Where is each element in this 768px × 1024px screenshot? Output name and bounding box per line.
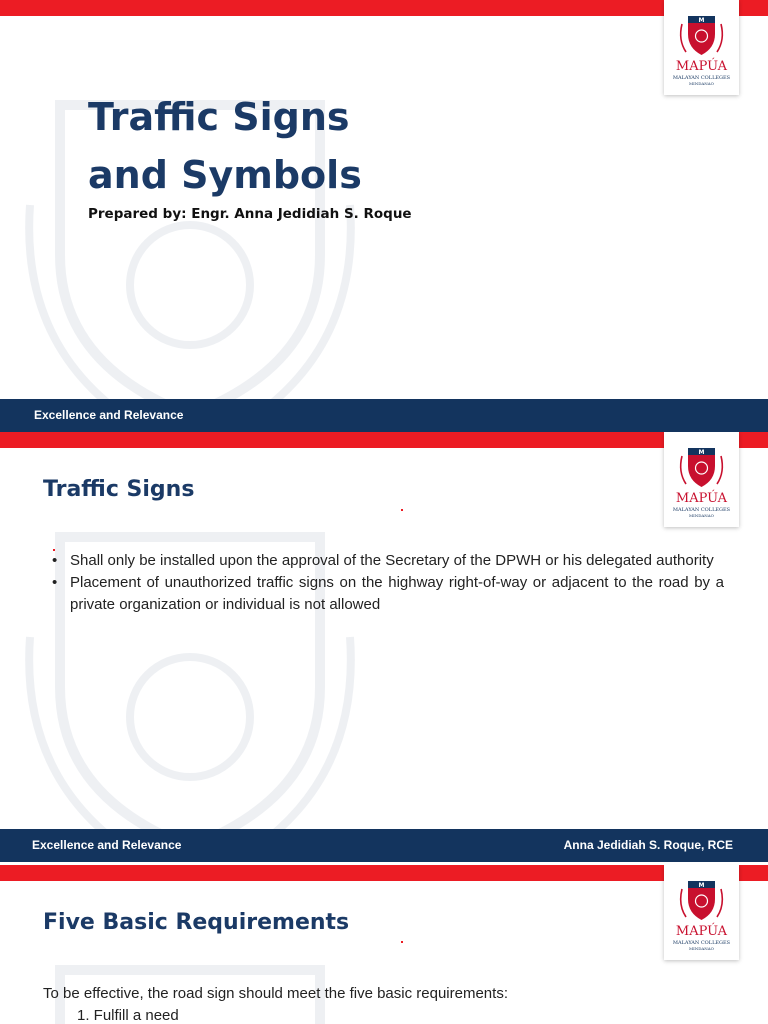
mapua-logo bbox=[664, 432, 739, 527]
section-heading: Five Basic Requirements bbox=[43, 910, 350, 935]
title-line-1: Traffic Signs bbox=[88, 95, 350, 139]
title-line-2: and Symbols bbox=[88, 153, 362, 197]
section-heading: Traffic Signs bbox=[43, 477, 195, 502]
svg-text:MAPÚA: MAPÚA bbox=[675, 491, 728, 506]
svg-text:MINDANAO: MINDANAO bbox=[689, 513, 714, 518]
svg-text:MALAYAN COLLEGES: MALAYAN COLLEGES bbox=[672, 507, 731, 513]
footer-bar bbox=[0, 829, 768, 862]
page-title bbox=[88, 88, 362, 204]
red-dot bbox=[401, 941, 403, 943]
svg-text:MINDANAO: MINDANAO bbox=[689, 81, 714, 86]
footer-motto: Excellence and Relevance bbox=[32, 838, 182, 852]
footer-author: Anna Jedidiah S. Roque, RCE bbox=[563, 838, 733, 852]
svg-text:M: M bbox=[698, 17, 705, 24]
mapua-crest-icon bbox=[664, 0, 739, 95]
svg-text:MINDANAO: MINDANAO bbox=[689, 946, 714, 951]
mapua-logo bbox=[664, 0, 739, 95]
bullet-list bbox=[52, 550, 724, 616]
mapua-logo bbox=[664, 865, 739, 960]
top-red-bar bbox=[0, 865, 768, 881]
prepared-by: Prepared by: Engr. Anna Jedidiah S. Roque bbox=[88, 206, 412, 222]
svg-text:MAPÚA: MAPÚA bbox=[675, 59, 728, 74]
intro-text: To be effective, the road sign should meet the five basic requirements: bbox=[43, 985, 508, 1002]
slide-traffic-signs bbox=[0, 432, 768, 865]
svg-text:MALAYAN COLLEGES: MALAYAN COLLEGES bbox=[672, 940, 731, 946]
red-dot bbox=[401, 509, 403, 511]
svg-text:MAPÚA: MAPÚA bbox=[675, 924, 728, 939]
slide-title bbox=[0, 0, 768, 432]
mapua-crest-icon bbox=[664, 865, 739, 960]
svg-text:M: M bbox=[698, 449, 705, 456]
svg-text:M: M bbox=[698, 882, 705, 889]
list-item: 1. Fulfill a need bbox=[77, 1007, 179, 1024]
list-item: • Placement of unauthorized traffic signs on the highway right-of-way or adjacent to the road by a private organization or individual is not allowed bbox=[52, 572, 724, 616]
top-red-bar bbox=[0, 0, 768, 16]
svg-text:MALAYAN COLLEGES: MALAYAN COLLEGES bbox=[672, 75, 731, 81]
footer-motto: Excellence and Relevance bbox=[34, 408, 184, 422]
mapua-crest-icon bbox=[664, 432, 739, 527]
list-item: • Shall only be installed upon the approval of the Secretary of the DPWH or his delegated authority bbox=[52, 550, 724, 572]
footer-bar bbox=[0, 399, 768, 432]
top-red-bar bbox=[0, 432, 768, 448]
slide-five-requirements bbox=[0, 865, 768, 1024]
